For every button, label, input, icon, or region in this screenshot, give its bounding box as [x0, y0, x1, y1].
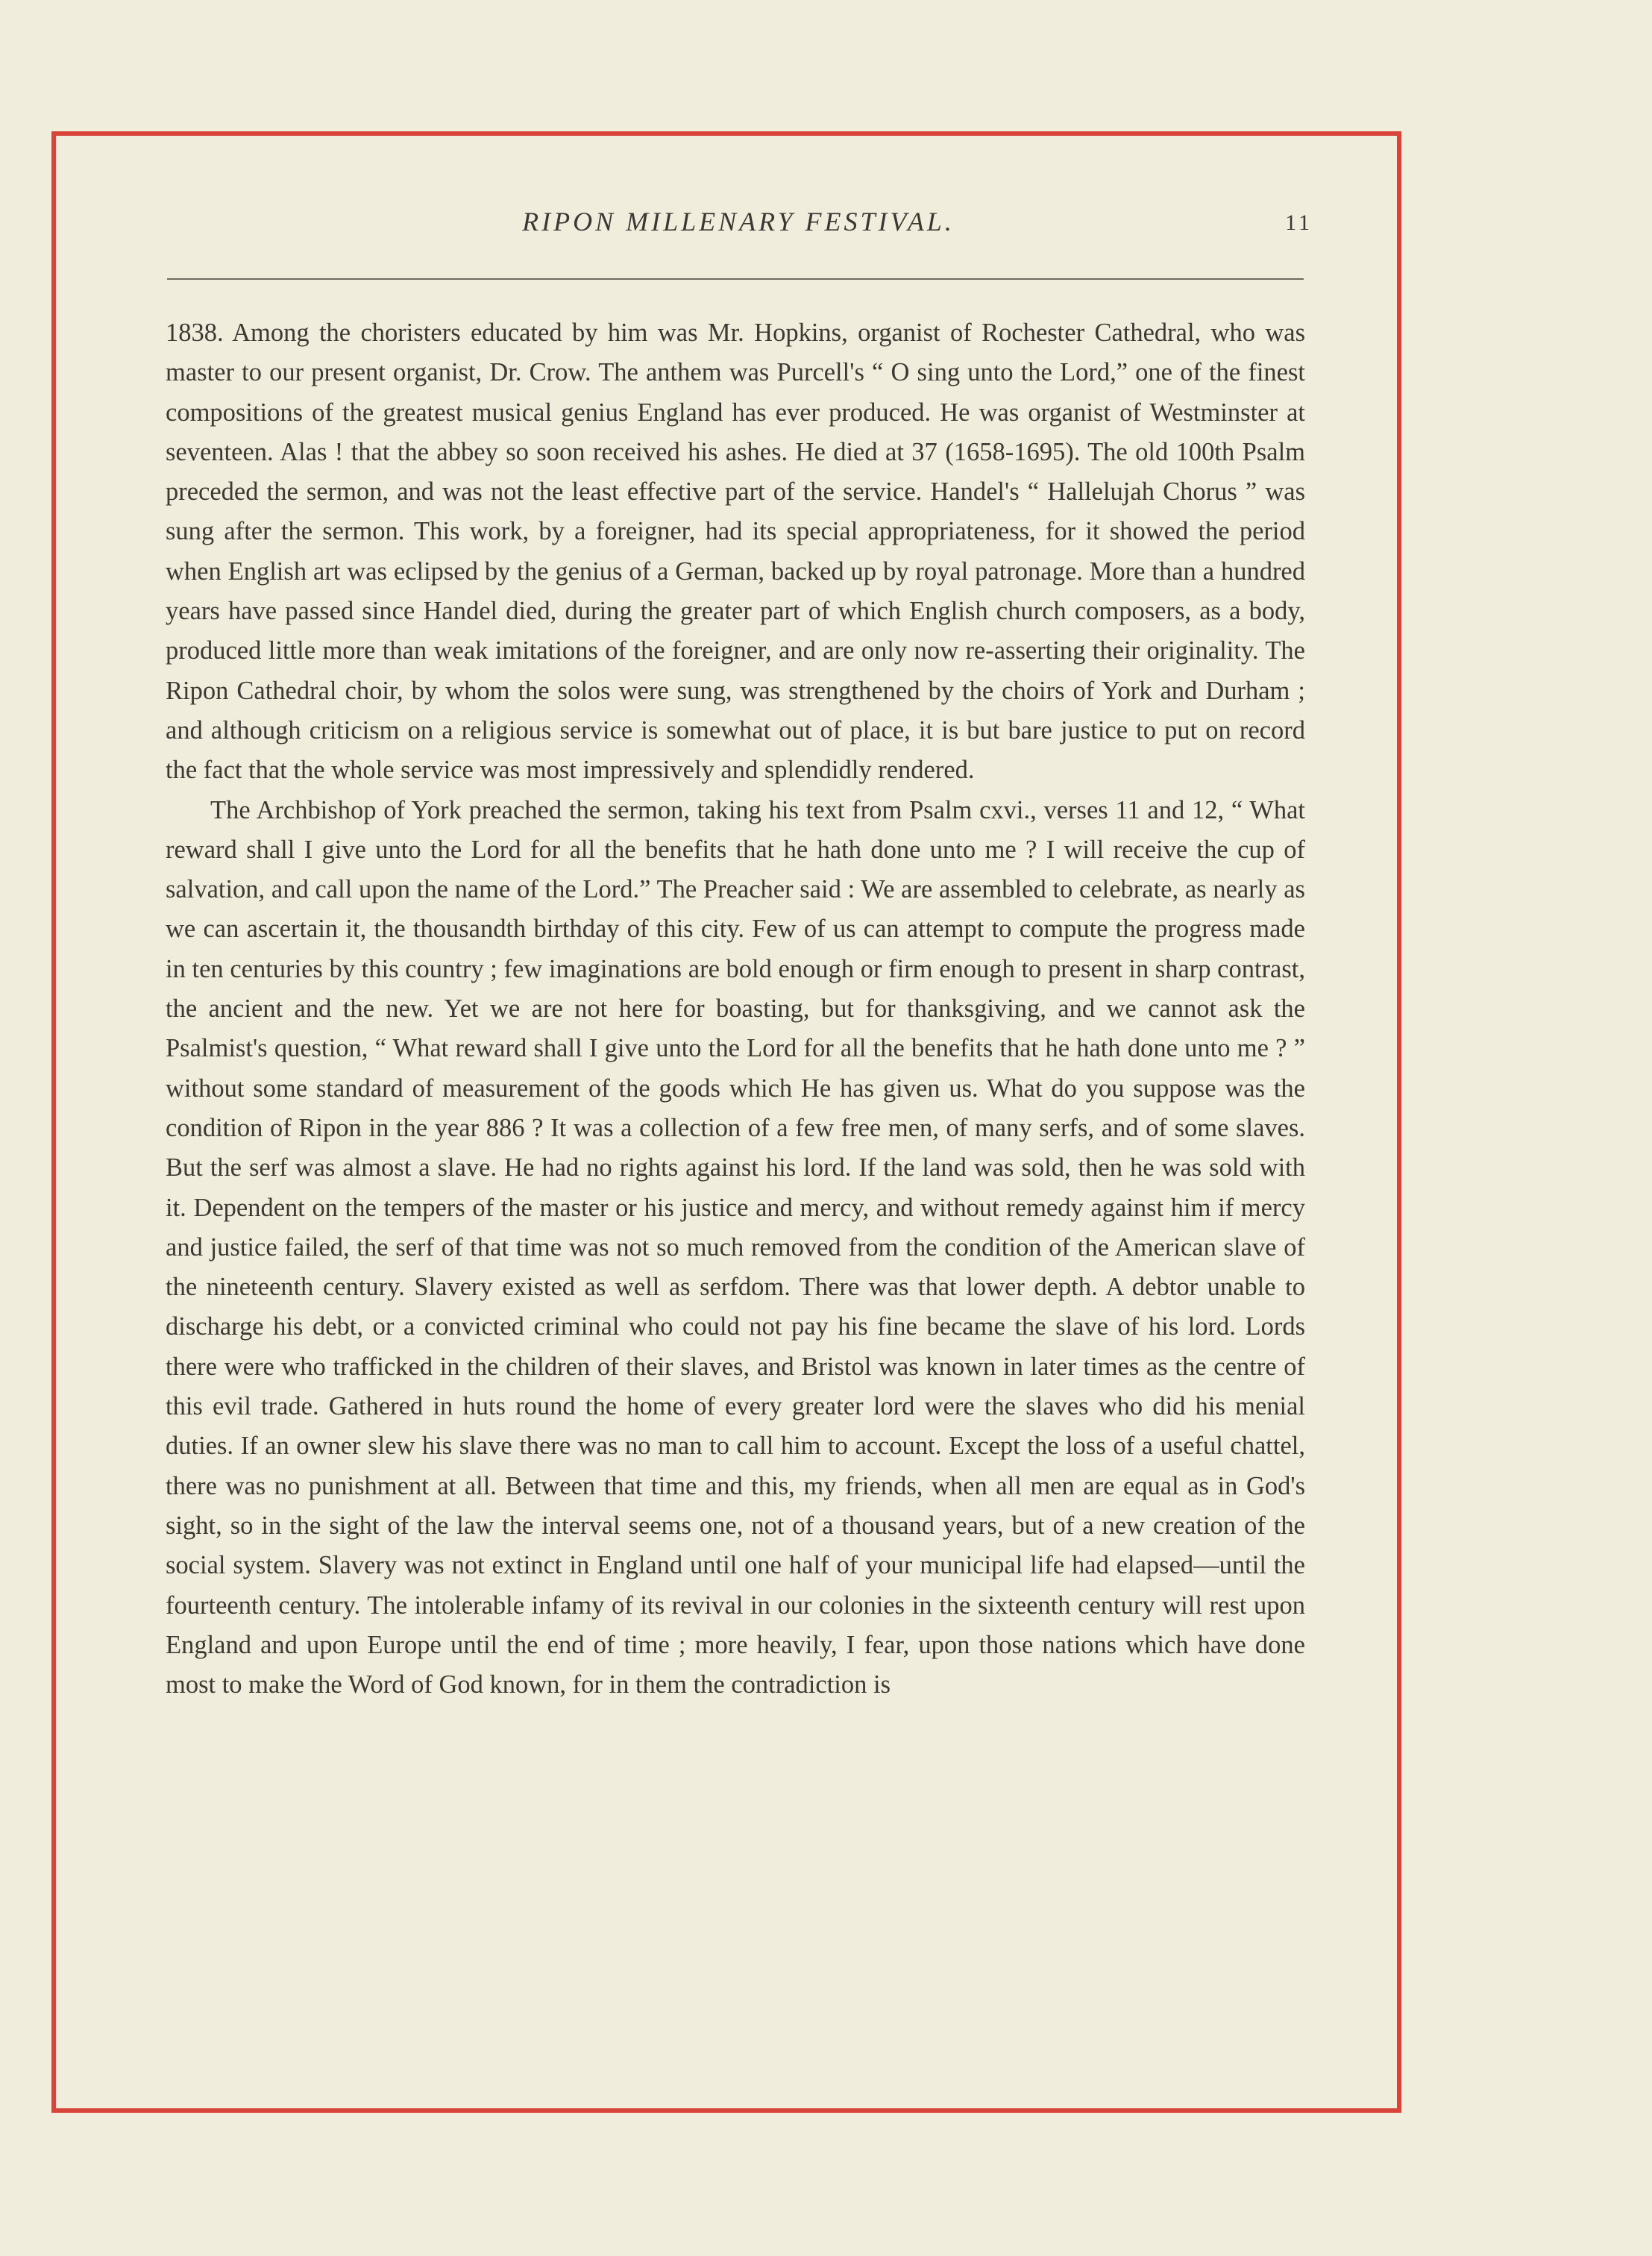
running-title: RIPON MILLENARY FESTIVAL.	[522, 207, 955, 236]
paragraph: The Archbishop of York preached the sermon, taking his text from Psalm cxvi., verses 11 and 12, “ What reward shall I give unto the Lord for all the benefits that he hath done unto me ? I will receive the cup of salvation, and call upon the name of the Lord.” The Preacher said : We are assembled to celebrate, as nearly as we can ascertain it, the thousandth birthday of this city. Few of us can attempt to compute the progress made in ten centuries by this country ; few imaginations are bold enough or firm enough to present in sharp contrast, the ancient and the new. Yet we are not here for boasting, but for thanksgiving, and we cannot ask the Psalmist's question, “ What reward shall I give unto the Lord for all the benefits that he hath done unto me ? ” without some standard of measurement of the goods which He has given us. What do you suppose was the condition of Ripon in the year 886 ? It was a collection of a few free men, of many serfs, and of some slaves. But the serf was almost a slave. He had no rights against his lord. If the land was sold, then he was sold with it. Dependent on the tempers of the master or his justice and mercy, and without remedy against him if mercy and justice failed, the serf of that time was not so much removed from the condition of the American slave of the nineteenth century. Slavery existed as well as serfdom. There was that lower depth. A debtor unable to discharge his debt, or a convicted criminal who could not pay his fine became the slave of his lord. Lords there were who trafficked in the children of their slaves, and Bristol was known in later times as the centre of this evil trade. Gathered in huts round the home of every greater lord were the slaves who did his menial duties. If an owner slew his slave there was no man to call him to account. Except the loss of a useful chattel, there was no punishment at all. Between that time and this, my friends, when all men are equal as in God's sight, so in the sight of the law the interval seems one, not of a thousand years, but of a new creation of the social system. Slavery was not extinct in England until one half of your municipal life had elapsed—until the fourteenth century. The intolerable infamy of its revival in our colonies in the sixteenth century will rest upon England and upon Europe until the end of time ; more heavily, I fear, upon those nations which have done most to make the Word of God known, for in them the contradiction is	[166, 795, 1305, 1699]
body-text	[166, 313, 1305, 1705]
page-number: 11	[1285, 210, 1313, 235]
paragraph: 1838. Among the choristers educated by him was Mr. Hopkins, organist of Rochester Cathedral, who was master to our present organist, Dr. Crow. The anthem was Purcell's “ O sing unto the Lord,” one of the finest compositions of the greatest musical genius England has ever produced. He was organist of Westminster at seventeen. Alas ! that the abbey so soon received his ashes. He died at 37 (1658-1695). The old 100th Psalm preceded the sermon, and was not the least effective part of the service. Handel's “ Hallelujah Chorus ” was sung after the sermon. This work, by a foreigner, had its special appropriateness, for it showed the period when English art was eclipsed by the genius of a German, backed up by royal patronage. More than a hundred years have passed since Handel died, during the greater part of which English church composers, as a body, produced little more than weak imitations of the foreigner, and are only now re-asserting their originality. The Ripon Cathedral choir, by whom the solos were sung, was strengthened by the choirs of York and Durham ; and although criticism on a religious service is somewhat out of place, it is but bare justice to put on record the fact that the whole service was most impressively and splendidly rendered.	[166, 319, 1305, 785]
running-head	[164, 206, 1313, 251]
header-rule	[167, 278, 1304, 280]
